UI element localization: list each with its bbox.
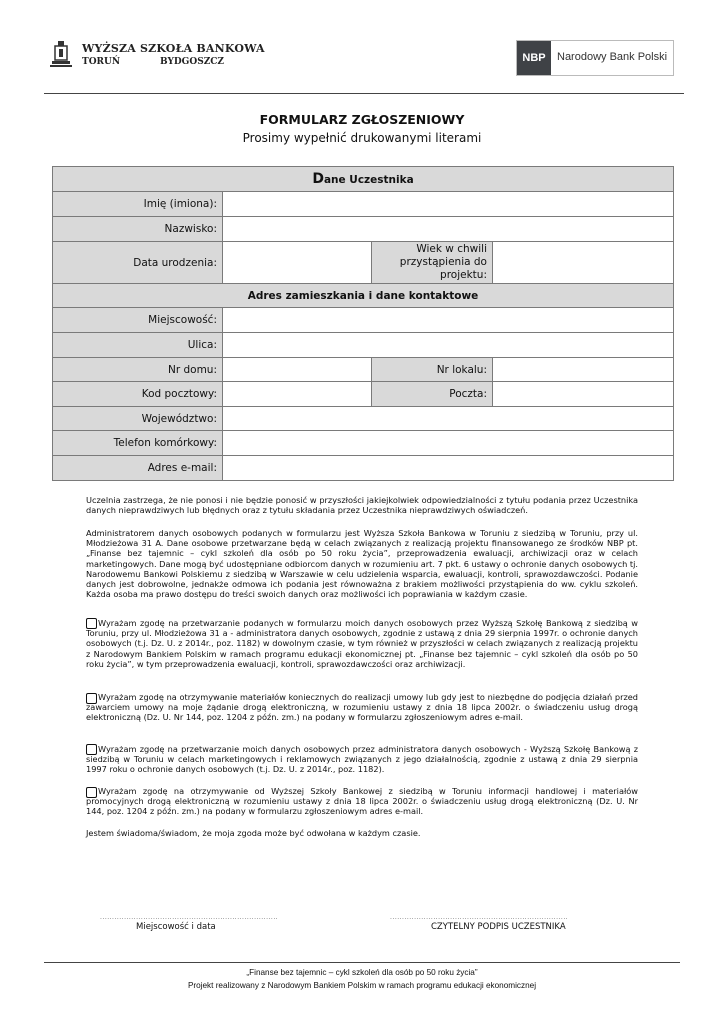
postal-code-field[interactable] — [223, 382, 372, 407]
house-number-label: Nr domu: — [53, 358, 223, 382]
voivodeship-label: Województwo: — [53, 407, 223, 431]
email-field[interactable] — [223, 456, 674, 481]
voivodeship-field[interactable] — [223, 407, 674, 431]
age-label: Wiek w chwili przystąpienia do projektu: — [372, 242, 493, 284]
footer-project-info: Projekt realizowany z Narodowym Bankiem Polskim w ramach programu edukacji ekonomicznej — [187, 981, 537, 990]
age-field[interactable] — [493, 242, 674, 284]
disclaimer-paragraph: Uczelnia zastrzega, że nie ponosi i nie będzie ponosić w przyszłości jakiejkolwiek odpowiedzialności z tytułu podania przez Uczestnika danych nieprawdziwych lub błędnych oraz z tytułu składania przez Uczestnika nieprawdziwych oświadczeń. — [86, 495, 638, 516]
consent-2-text: Wyrażam zgodę na otrzymywanie materiałów koniecznych do realizacji umowy lub gdy jest to niezbędne do podjęcia działań przed zawarciem umowy na moje żądanie drogą elektroniczną, w rozumieniu ustawy z dnia 18 lipca 2002r. o świadczeniu usług drogą elektroniczną (Dz. U. Nr 144, poz. 1204 z późn. zm.) na podany w formularzu zgłoszeniowym adres e-mail. — [86, 692, 638, 723]
first-name-label: Imię (imiona): — [53, 192, 223, 217]
mobile-phone-label: Telefon komórkowy: — [53, 431, 223, 456]
consent-3-text: Wyrażam zgodę na przetwarzanie moich danych osobowych przez administratora danych osobowych - Wyższą Szkołę Bankową z siedzibą w Toruniu w celach marketingowych i reklamowych związanych z jego działalnością, zgodnie z ustawą z dnia 29 sierpnia 1997 roku o ochronie danych osobowych (t.j. Dz. U. z 2014r., poz. 1182). — [86, 744, 638, 775]
signature-label: CZYTELNY PODPIS UCZESTNIKA — [431, 922, 566, 932]
consent-4-text: Wyrażam zgodę na otrzymywanie od Wyższej Szkoły Bankowej z siedzibą w Toruniu informacji handlowej i materiałów promocyjnych drogą elektroniczną w rozumieniu ustawy z dnia 18 lipca 2002r. o świadczeniu usług drogą elektroniczną (Dz. U. Nr 144, poz. 1204 z późn. zm.) na podany w formularzu zgłoszeniowym adres e-mail. — [86, 786, 638, 817]
nbp-logo — [516, 40, 674, 76]
first-name-field[interactable] — [223, 192, 674, 217]
section-participant-first-letter: D — [312, 171, 324, 187]
city-field[interactable] — [223, 308, 674, 333]
page-title: FORMULARZ ZGŁOSZENIOWY — [259, 112, 465, 127]
page-subtitle: Prosimy wypełnić drukowanymi literami — [242, 131, 482, 145]
wsb-city-torun: TORUŃ — [82, 57, 121, 67]
registration-form — [52, 166, 674, 481]
wsb-crest-icon — [50, 40, 72, 70]
mobile-phone-field[interactable] — [223, 431, 674, 456]
flat-number-label: Nr lokalu: — [372, 358, 493, 382]
header-divider — [44, 93, 684, 94]
wsb-name: WYŻSZA SZKOŁA BANKOWA — [82, 42, 265, 55]
nbp-abbr: NBP — [517, 41, 551, 75]
post-office-field[interactable] — [493, 382, 674, 407]
birth-date-field[interactable] — [223, 242, 372, 284]
administrator-paragraph: Administratorem danych osobowych podanych w formularzu jest Wyższa Szkoła Bankowa w Toruniu z siedzibą w Toruniu, przy ul. Młodzieżowa 31 A. Dane osobowe przetwarzane będą w celach związanych z realizacją projektu finansowanego ze środków NBP pt. „Finanse bez tajemnic – cykl szkoleń dla osób po 50 roku życia”, przeprowadzenia ewaluacji, archiwizacji oraz w celach marketingowych. Dane mogą być udostępniane odbiorcom danych w rozumieniu art. 7 pkt. 6 ustawy o ochronie danych osobowych tj. Narodowemu Bankowi Polskiemu z siedzibą w Warszawie w celu udzielenia wsparcia, ewaluacji, kontroli, sprawozdawczości. Podanie danych jest dobrowolne, jednakże odmowa ich podania jest równoważna z brakiem możliwości przystąpienia do ww. cyklu szkoleń. Każda osoba ma prawo dostępu do treści swoich danych oraz możliwości ich poprawiania w każdym czasie. — [86, 528, 638, 600]
post-office-label: Poczta: — [372, 382, 493, 407]
section-address-header: Adres zamieszkania i dane kontaktowe — [53, 284, 674, 308]
last-name-label: Nazwisko: — [53, 217, 223, 242]
postal-code-label: Kod pocztowy: — [53, 382, 223, 407]
flat-number-field[interactable] — [493, 358, 674, 382]
birth-date-label: Data urodzenia: — [53, 242, 223, 284]
last-name-field[interactable] — [223, 217, 674, 242]
withdraw-statement: Jestem świadoma/świadom, że moja zgoda może być odwołana w każdym czasie. — [86, 828, 421, 838]
email-label: Adres e-mail: — [53, 456, 223, 481]
street-label: Ulica: — [53, 333, 223, 358]
house-number-field[interactable] — [223, 358, 372, 382]
footer-project-title: „Finanse bez tajemnic – cykl szkoleń dla osób po 50 roku życia” — [246, 968, 478, 977]
section-participant-title: ane Uczestnika — [323, 174, 414, 186]
wsb-city-bydgoszcz: BYDGOSZCZ — [160, 57, 225, 67]
section-participant-header — [53, 167, 674, 192]
wsb-logo — [50, 40, 265, 72]
signature-line[interactable]: .......................................................................... — [390, 914, 569, 921]
nbp-name: Narodowy Bank Polski — [557, 51, 668, 63]
street-field[interactable] — [223, 333, 674, 358]
place-date-label: Miejscowość i data — [136, 922, 216, 932]
place-date-line[interactable]: .......................................................................... — [100, 914, 279, 921]
consent-1-text: Wyrażam zgodę na przetwarzanie podanych w formularzu moich danych osobowych przez Wyższą Szkołę Bankową z siedzibą w Toruniu, przy ul. Młodzieżowa 31 a - administratora danych osobowych, zgodnie z ustawą z dnia 29 sierpnia 1997r. o ochronie danych osobowych (t.j. Dz. U. z 2014r., poz. 1182) w dowolnym czasie, w tym również w przyszłości w celach związanych z realizacją projektu z Narodowym Bankiem Polskim w ramach programu edukacji ekonomicznej pt. „Finanse bez tajemnic – cykl szkoleń dla osób po 50 roku życia”, w tym przeprowadzenia ewaluacji, kontroli, sprawozdawczości oraz archiwizacji. — [86, 618, 638, 669]
footer-divider — [44, 962, 680, 963]
city-label: Miejscowość: — [53, 308, 223, 333]
